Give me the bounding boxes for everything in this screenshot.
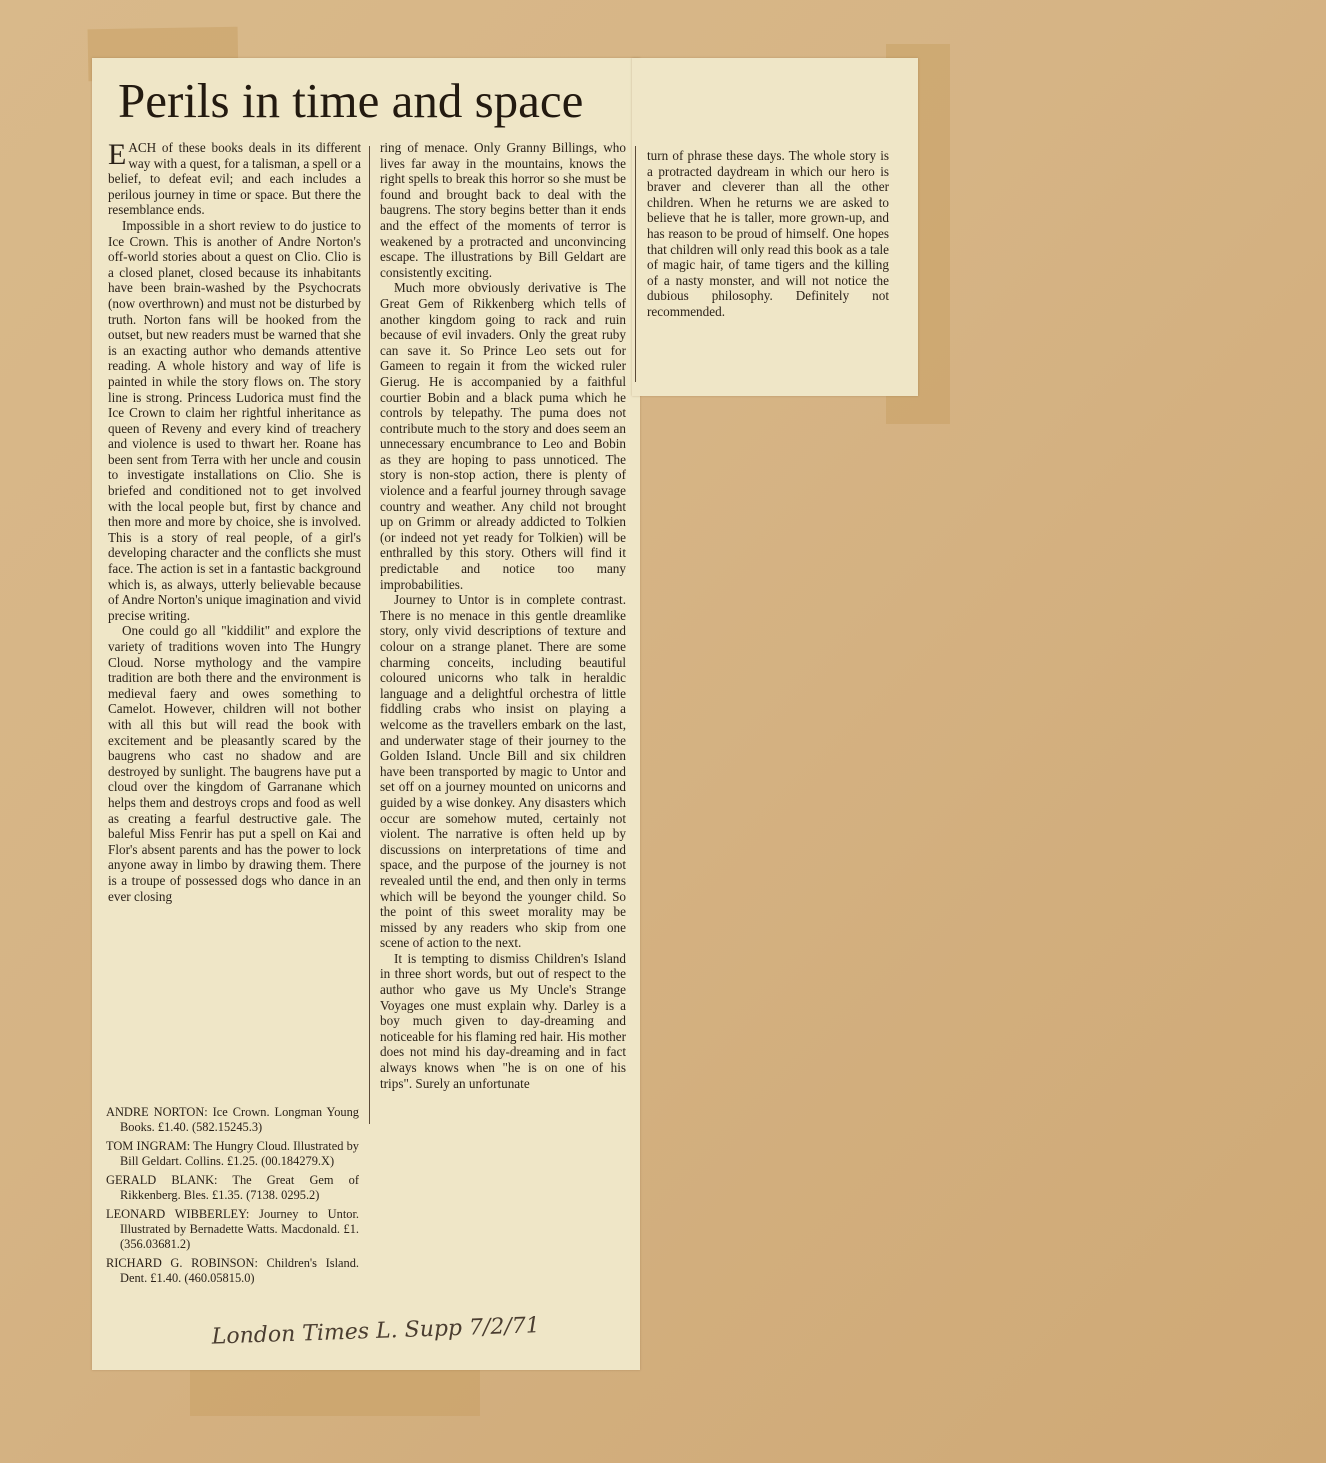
drop-cap: E (108, 138, 127, 171)
article-column-1 (108, 140, 361, 904)
column-rule (369, 146, 370, 1124)
credit-entry: LEONARD WIBBERLEY: Journey to Untor. Illustrated by Bernadette Watts. Macdonald. £1. (356.03681.2) (106, 1207, 359, 1251)
article-headline: Perils in time and space (118, 73, 584, 128)
credit-entry: ANDRE NORTON: Ice Crown. Longman Young Books. £1.40. (582.15245.3) (106, 1105, 359, 1134)
paragraph: turn of phrase these days. The whole story is a protracted daydream in which our hero is braver and cleverer than all the other children. When he returns we are asked to believe that he is taller, more grown-up, and has reason to be proud of himself. One hopes that children will only read this book as a tale of magic hair, of tame tigers and the killing of a nasty monster, and will not notice the dubious philosophy. Definitely not recommended. (647, 148, 889, 319)
paragraph: One could go all "kiddilit" and explore the variety of traditions woven into The Hungry Cloud. Norse mythology and the vampire tradition are both there and the environment is medieval faery and owes something to Camelot. However, children will not bother with all this but will read the book with excitement and be pleasantly scared by the baugrens who cast no shadow and are destroyed by sunlight. The baugrens have put a cloud over the kingdom of Garranane which helps them and destroys crops and food as well as creating a fearful destructive gale. The baleful Miss Fenrir has put a spell on Kai and Flor's absent parents and has the power to lock anyone away in limbo by drawing them. There is a troupe of possessed dogs who dance in an ever closing (108, 623, 361, 904)
paragraph: Impossible in a short review to do justice to Ice Crown. This is another of Andre Norton's off-world stories about a quest on Clio. Clio is a closed planet, closed because its inhabitants have been brain-washed by the Psychocrats (now overthrown) and must not be disturbed by truth. Norton fans will be hooked from the outset, but new readers must be warned that she is an exacting author who demands attentive reading. A whole history and way of life is painted in while the story flows on. The story line is strong. Princess Ludorica must find the Ice Crown to claim her rightful inheritance as queen of Reveny and every kind of treachery and violence is used to thwart her. Roane has been sent from Terra with her uncle and cousin to investigate installations on Clio. She is briefed and conditioned not to get involved with the local people but, first by chance and then more and more by choice, she is involved. This is a story of real people, of a girl's developing character and the conflicts she must face. The action is set in a fantastic background which is, as always, utterly believable because of Andre Norton's unique imagination and vivid precise writing. (108, 217, 361, 623)
handwritten-annotation: London Times L. Supp 7/2/71 (211, 1313, 541, 1350)
article-column-2 (380, 140, 626, 1091)
credit-entry: TOM INGRAM: The Hungry Cloud. Illustrated by Bill Geldart. Collins. £1.25. (00.184279.X) (106, 1139, 359, 1168)
credit-entry: RICHARD G. ROBINSON: Children's Island. Dent. £1.40. (460.05815.0) (106, 1256, 359, 1285)
paragraph: Much more obviously derivative is The Great Gem of Rikkenberg which tells of another kingdom going to rack and ruin because of evil invaders. Only the great ruby can save it. So Prince Leo sets out for Gameen to regain it from the wicked ruler Gierug. He is accompanied by a faithful courtier Bobin and a black puma which he controls by telepathy. The puma does not contribute much to the story and does seem an unnecessary encumbrance to Leo and Bobin as they are hoping to pass unnoticed. The story is non-stop action, there is plenty of violence and a fearful journey through savage country and weather. Any child not brought up on Grimm or already addicted to Tolkien (or indeed not yet ready for Tolkien) will be enthralled by this story. Others will find it predictable and notice too many improbabilities. (380, 280, 626, 592)
paragraph: It is tempting to dismiss Children's Island in three short words, but out of respect to the author who gave us My Uncle's Strange Voyages one must explain why. Darley is a boy much given to day-dreaming and noticeable for his flaming red hair. His mother does not mind his day-dreaming and in fact always knows when "he is on one of his trips". Surely an unfortunate (380, 950, 626, 1091)
tape-strip-bottom (190, 1368, 480, 1416)
credit-entry: GERALD BLANK: The Great Gem of Rikkenberg. Bles. £1.35. (7138. 0295.2) (106, 1173, 359, 1202)
book-credits (106, 1105, 359, 1290)
paragraph: ring of menace. Only Granny Billings, who lives far away in the mountains, knows the right spells to break this horror so she must be found and brought back to deal with the baugrens. The story begins better than it ends and the effect of the moments of terror is weakened by a protracted and unconvincing escape. The illustrations by Bill Geldart are consistently exciting. (380, 140, 626, 280)
paragraph: Journey to Untor is in complete contrast. There is no menace in this gentle dreamlike story, only vivid descriptions of texture and colour on a strange planet. There are some charming conceits, including beautiful coloured unicorns who talk in heraldic language and a delightful orchestra of little fiddling crabs who insist on playing a welcome as the travellers embark on the last, and underwater stage of their journey to the Golden Island. Uncle Bill and six children have been transported by magic to Untor and set off on a journey mounted on unicorns and guided by a wise donkey. Any disasters which occur are somehow muted, certainly not violent. The narrative is often held up by discussions on interpretations of time and space, and the purpose of the journey is not revealed until the end, and then only in terms which will be beyond the younger child. So the point of this sweet morality may be missed by any readers who skip from one scene of action to the next. (380, 592, 626, 951)
column-rule (635, 146, 636, 382)
paragraph: ACH of these books deals in its different way with a quest, for a talisman, a spell or a belief, to defeat evil; and each includes a perilous journey in time or space. But there the resemblance ends. (108, 140, 361, 218)
article-column-3 (647, 148, 889, 320)
